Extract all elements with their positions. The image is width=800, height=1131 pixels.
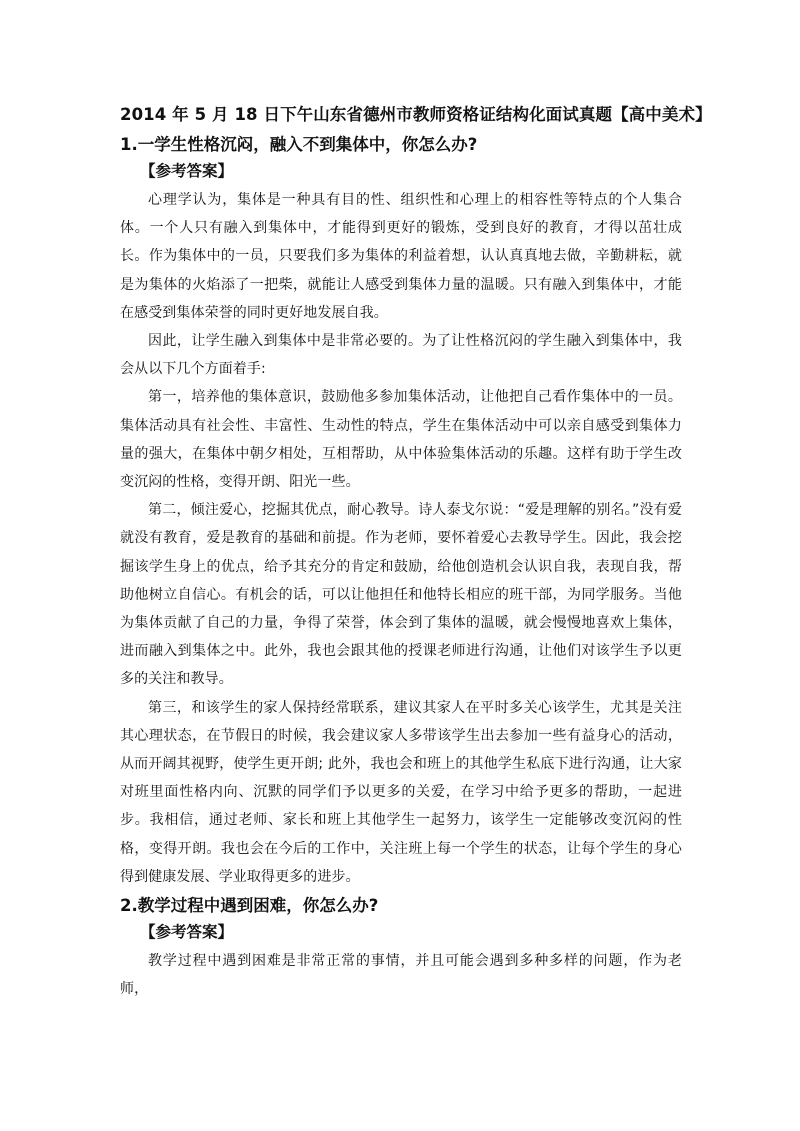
- answer-label-2: 【参考答案】: [140, 923, 234, 942]
- answer-1-paragraph-2: 因此，让学生融入到集体中是非常必要的。为了让性格沉闷的学生融入到集体中，我会从以下几个方面着手:: [120, 333, 682, 378]
- question-1-heading: 1.一学生性格沉闷，融入不到集体中，你怎么办?: [120, 135, 478, 154]
- question-2-heading: 2.教学过程中遇到困难，你怎么办?: [120, 896, 379, 916]
- answer-1-paragraph-4: 第二，倾注爱心，挖掘其优点，耐心教导。诗人泰戈尔说：“爱是理解的别名。”没有爱就没有教育，爱是教育的基础和前提。作为老师，要怀着爱心去教导学生。因此，我会挖掘该学生身上的优点，给予其充分的肯定和鼓励，给他创造机会认识自我，表现自我，帮助他树立自信心。有机会的话，可以让他担任和他特长相应的班干部，为同学服务。当他为集体贡献了自己的力量，争得了荣誉，体会到了集体的温暖，就会慢慢地喜欢上集体，进而融入到集体之中。此外，我也会跟其他的授课老师进行沟通，让他们对该学生予以更多的关注和教导。: [120, 502, 682, 688]
- answer-1-paragraph-3: 第一，培养他的集体意识，鼓励他多参加集体活动，让他把自己看作集体中的一员。集体活动具有社会性、丰富性、生动性的特点，学生在集体活动中可以亲自感受到集体力量的强大，在集体中朝夕相处，互相帮助，从中体验集体活动的乐趣。这样有助于学生改变沉闷的性格，变得开朗、阳光一些。: [120, 389, 682, 491]
- document-page: [120, 102, 712, 1003]
- answer-2-paragraph-1: 教学过程中遇到困难是非常正常的事情，并且可能会遇到多种多样的问题，作为老师，: [120, 953, 682, 998]
- answer-label-1: 【参考答案】: [140, 162, 234, 180]
- document-title: 2014 年 5 月 18 日下午山东省德州市教师资格证结构化面试真题【高中美术】: [120, 105, 712, 124]
- answer-1-paragraph-5: 第三，和该学生的家人保持经常联系，建议其家人在平时多关心该学生，尤其是关注其心理状态，在节假日的时候，我会建议家人多带该学生出去参加一些有益身心的活动，从而开阔其视野，使学生更开朗; 此外，我也会和班上的其他学生私底下进行沟通，让大家对班里面性格内向、沉默的同学们予以更多的关爱，在学习中给予更多的帮助，一起进步。我相信，通过老师、家长和班上其他学生一起努力，该学生一定能够改变沉闷的性格，变得开朗。我也会在今后的工作中，关注班上每一个学生的状态，让每个学生的身心得到健康发展、学业取得更多的进步。: [120, 699, 682, 885]
- answer-1-paragraph-1: 心理学认为，集体是一种具有目的性、组织性和心理上的相容性等特点的个人集合体。一个人只有融入到集体中，才能得到更好的锻炼，受到良好的教育，才得以茁壮成长。作为集体中的一员，只要我们多为集体的利益着想，认认真真地去做，辛勤耕耘，就是为集体的火焰添了一把柴，就能让人感受到集体力量的温暖。只有融入到集体中，才能在感受到集体荣誉的同时更好地发展自我。: [120, 192, 682, 321]
